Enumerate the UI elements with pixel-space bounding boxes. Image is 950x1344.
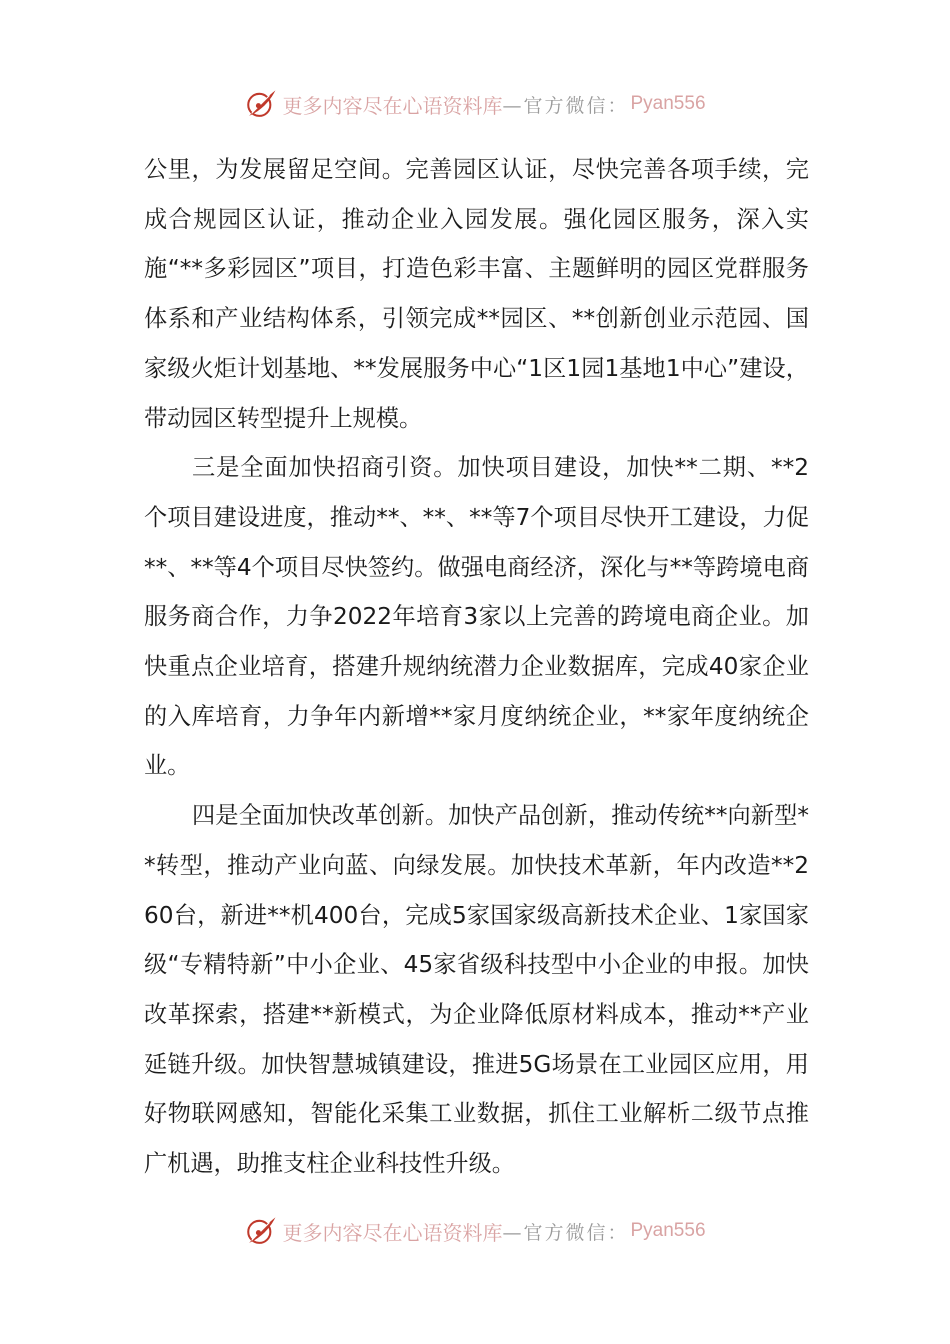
header-wechat-id: Pyan556 bbox=[630, 93, 706, 114]
quill-logo-icon bbox=[244, 1214, 278, 1248]
paragraph: 公里，为发展留足空间。完善园区认证，尽快完善各项手续，完成合规园区认证，推动企业入园发展。强化园区服务，深入实施“**多彩园区”项目，打造色彩丰富、主题鲜明的园区党群服务体系和产业结构体系，引领完成**园区、**创新创业示范园、国家级火炬计划基地、**发展服务中心“1区1园1基地1中心”建设，带动园区转型提升上规模。 bbox=[144, 156, 809, 432]
document-body bbox=[144, 145, 809, 1189]
paragraph: 三是全面加快招商引资。加快项目建设，加快**二期、**2个项目建设进度，推动**、**、**等7个项目尽快开工建设，力促**、**等4个项目尽快签约。做强电商经济，深化与**等跨境电商服务商合作，力争2022年培育3家以上完善的跨境电商企业。加快重点企业培育，搭建升规纳统潜力企业数据库，完成40家企业的入库培育，力争年内新增**家月度纳统企业，**家年度纳统企业。 bbox=[144, 454, 809, 780]
header-site-text: 更多内容尽在心语资料库 bbox=[282, 93, 503, 118]
footer-banner bbox=[0, 1211, 950, 1251]
footer-official-text: —官方微信： bbox=[502, 1221, 629, 1244]
quill-logo-icon bbox=[244, 87, 278, 121]
paragraph: 四是全面加快改革创新。加快产品创新，推动传统**向新型**转型，推动产业向蓝、向绿发展。加快技术革新，年内改造**260台，新进**机400台，完成5家国家级高新技术企业、1家国家级“专精特新”中小企业、45家省级科技型中小企业的申报。加快改革探索，搭建**新模式，为企业降低原材料成本，推动**产业延链升级。加快智慧城镇建设，推进5G场景在工业园区应用，用好物联网感知，智能化采集工业数据，抓住工业解析二级节点推广机遇，助推支柱企业科技性升级。 bbox=[144, 802, 809, 1178]
header-official-text: —官方微信： bbox=[502, 94, 629, 117]
footer-wechat-id: Pyan556 bbox=[630, 1220, 706, 1241]
header-banner bbox=[0, 84, 950, 124]
footer-site-text: 更多内容尽在心语资料库 bbox=[282, 1220, 503, 1245]
